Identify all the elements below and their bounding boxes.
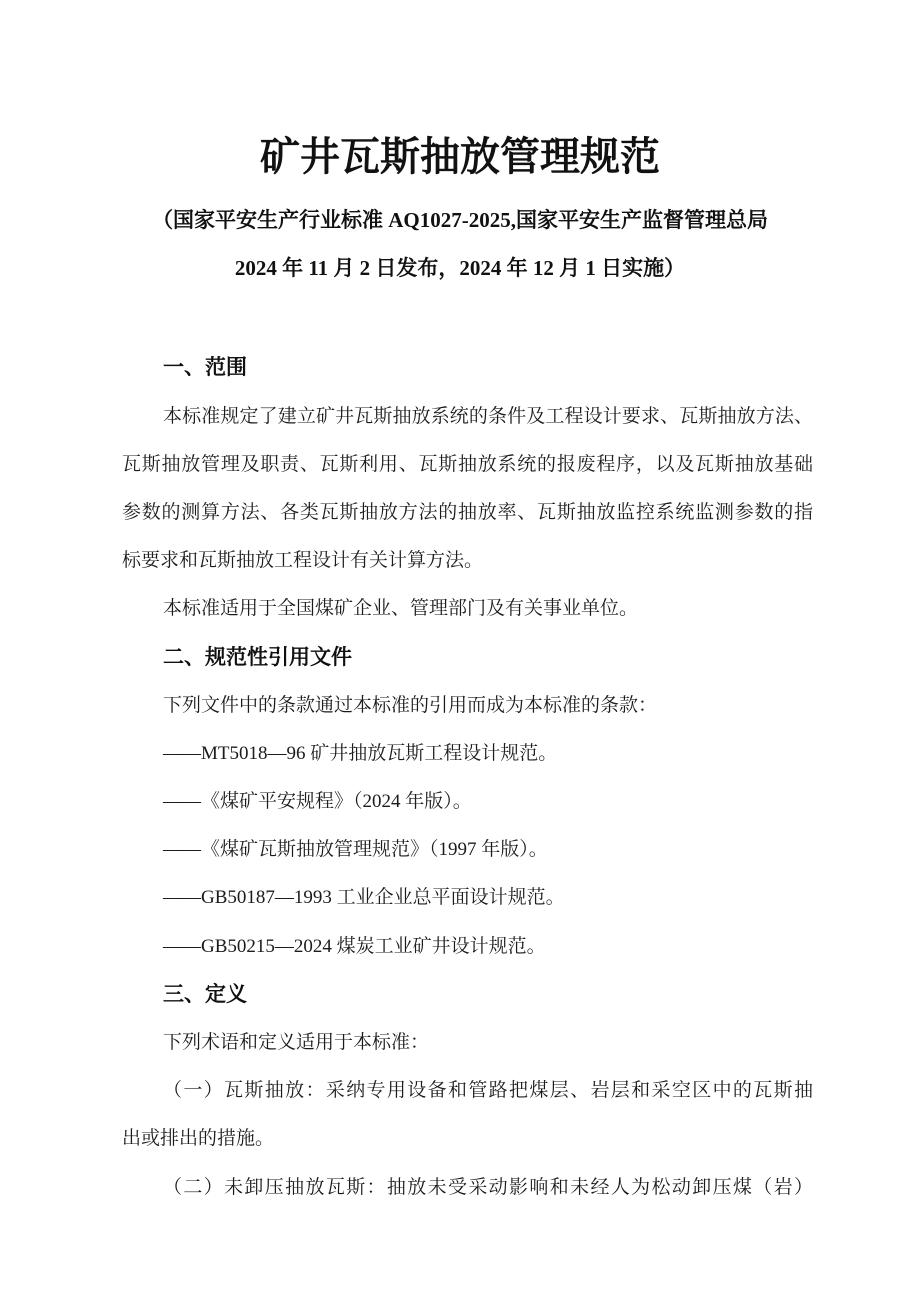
subtitle-line-1: （国家平安生产行业标准 AQ1027-2025,国家平安生产监督管理总局 [152,208,768,232]
paragraph-line: 标要求和瓦斯抽放工程设计有关计算方法。 [122,550,484,572]
definition-line-1: （一）瓦斯抽放：采纳专用设备和管路把煤层、岩层和采空区中的瓦斯抽 [163,1080,813,1102]
section-heading-definitions: 三、定义 [163,982,247,1006]
paragraph-line: 本标准规定了建立矿井瓦斯抽放系统的条件及工程设计要求、瓦斯抽放方法、 [163,405,813,427]
paragraph-line: 本标准适用于全国煤矿企业、管理部门及有关事业单位。 [163,598,639,620]
paragraph-line: 下列文件中的条款通过本标准的引用而成为本标准的条款： [163,694,658,716]
definition-line-1-continued: 出或排出的措施。 [122,1128,275,1150]
subtitle-line-2: 2024 年 11 月 2 日发布，2024 年 12 月 1 日实施） [234,256,686,281]
document-body [0,344,813,1211]
paragraph-line: 瓦斯抽放管理及职责、瓦斯利用、瓦斯抽放系统的报废程序，以及瓦斯抽放基础 [122,453,813,475]
document-title: 矿井瓦斯抽放管理规范 [260,135,660,179]
reference-item-1: ——MT5018—96 矿井抽放瓦斯工程设计规范。 [163,742,558,764]
reference-item-5: ——GB50215—2024 煤炭工业矿井设计规范。 [163,935,546,957]
reference-item-2: ——《煤矿平安规程》（2024 年版）。 [163,791,472,813]
reference-item-3: ——《煤矿瓦斯抽放管理规范》（1997 年版）。 [163,839,548,861]
section-heading-references: 二、规范性引用文件 [163,645,352,669]
section-heading-scope: 一、范围 [163,356,247,380]
paragraph-line: 参数的测算方法、各类瓦斯抽放方法的抽放率、瓦斯抽放监控系统监测参数的指 [122,501,813,523]
reference-item-4: ——GB50187—1993 工业企业总平面设计规范。 [163,887,565,909]
paragraph-line: 下列术语和定义适用于本标准： [163,1032,430,1053]
definition-line-2: （二）未卸压抽放瓦斯：抽放未受采动影响和未经人为松动卸压煤（岩） [163,1176,813,1198]
document-subtitle [0,196,920,292]
